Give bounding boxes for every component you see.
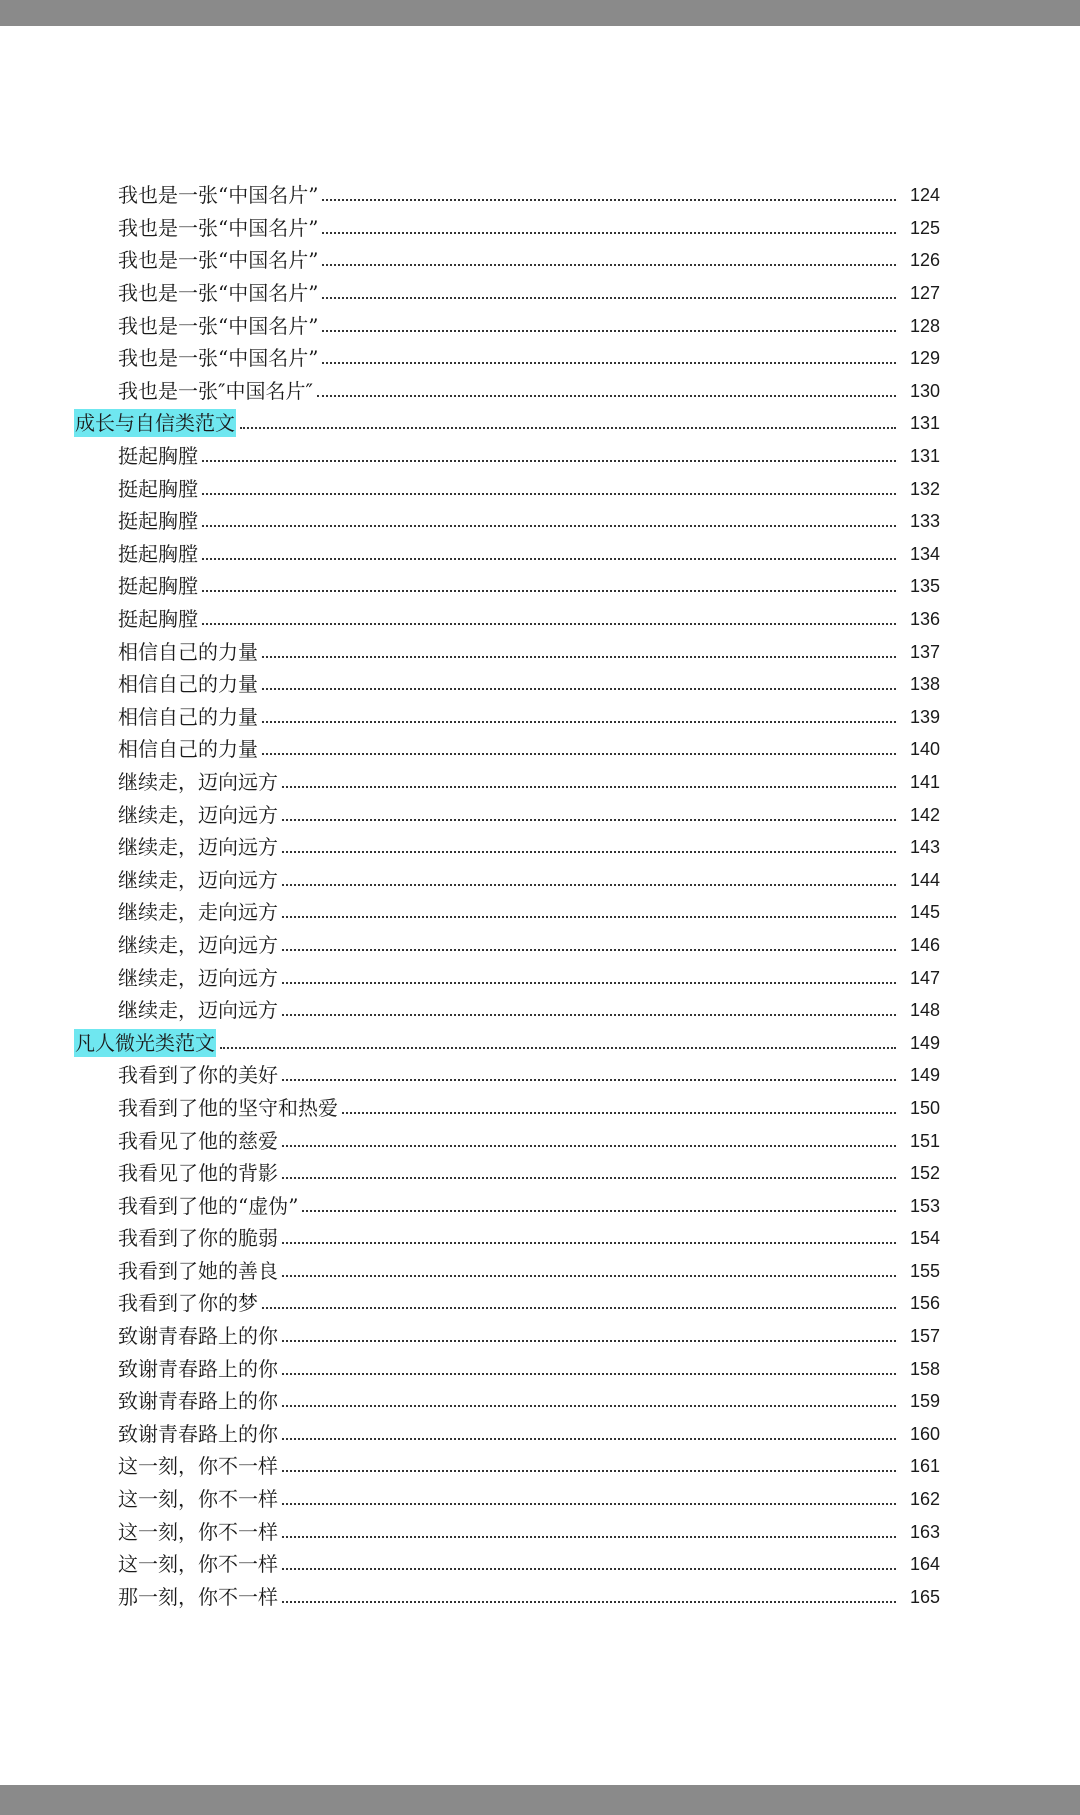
toc-entry-title: 挺起胸膛 <box>118 574 198 599</box>
dot-leader <box>317 395 896 397</box>
toc-entry-title: 我也是一张“中国名片” <box>118 281 319 306</box>
toc-entry[interactable] <box>0 701 1080 734</box>
toc-entry[interactable] <box>0 1385 1080 1418</box>
toc-entry[interactable] <box>0 1581 1080 1614</box>
toc-entry-title: 继续走，迈向远方 <box>118 802 278 827</box>
toc-entry-title: 继续走，迈向远方 <box>118 932 278 957</box>
toc-page-number: 139 <box>909 706 940 727</box>
toc-entry-title: 我看见了他的慈爱 <box>118 1128 278 1153</box>
dot-leader <box>282 1503 896 1505</box>
dot-leader <box>202 525 896 527</box>
toc-page-number: 127 <box>909 283 940 304</box>
toc-entry[interactable] <box>0 440 1080 473</box>
viewer-bottom-bar <box>0 1785 1080 1815</box>
viewer-top-bar <box>0 0 1080 26</box>
toc-entry[interactable] <box>0 1483 1080 1516</box>
toc-page-number: 136 <box>909 609 940 630</box>
toc-entry[interactable] <box>0 635 1080 668</box>
toc-page-number: 134 <box>909 543 940 564</box>
dot-leader <box>282 1145 896 1147</box>
toc-page-number: 125 <box>909 217 940 238</box>
toc-entry[interactable] <box>0 244 1080 277</box>
toc-entry[interactable] <box>0 212 1080 245</box>
toc-entry[interactable] <box>0 505 1080 538</box>
toc-entry-title: 致谢青春路上的你 <box>118 1421 278 1446</box>
toc-entry[interactable] <box>0 1189 1080 1222</box>
toc-page-number: 158 <box>909 1358 940 1379</box>
toc-entry-title: 继续走，迈向远方 <box>118 998 278 1023</box>
toc-entry[interactable] <box>0 179 1080 212</box>
toc-page-number: 152 <box>909 1163 940 1184</box>
toc-entry[interactable] <box>0 603 1080 636</box>
toc-page-number: 149 <box>909 1032 940 1053</box>
toc-entry-title: 我看到了你的脆弱 <box>118 1226 278 1251</box>
toc-page-number: 156 <box>909 1293 940 1314</box>
toc-entry-title: 相信自己的力量 <box>118 672 258 697</box>
toc-entry[interactable] <box>0 570 1080 603</box>
toc-entry[interactable] <box>0 1287 1080 1320</box>
toc-entry-title: 挺起胸膛 <box>118 541 198 566</box>
dot-leader <box>282 1470 896 1472</box>
toc-entry-title: 挺起胸膛 <box>118 476 198 501</box>
dot-leader <box>282 1405 896 1407</box>
dot-leader <box>220 1047 896 1049</box>
toc-entry-title: 这一刻，你不一样 <box>118 1552 278 1577</box>
table-of-contents <box>0 179 1080 1613</box>
dot-leader <box>282 1014 896 1016</box>
toc-section-title: 成长与自信类范文 <box>75 411 235 436</box>
dot-leader <box>262 721 896 723</box>
dot-leader <box>322 362 896 364</box>
dot-leader <box>282 1242 896 1244</box>
toc-entry-title: 挺起胸膛 <box>118 607 198 632</box>
dot-leader <box>240 427 896 429</box>
dot-leader <box>202 590 896 592</box>
toc-entry[interactable] <box>0 1515 1080 1548</box>
dot-leader <box>282 949 896 951</box>
toc-entry[interactable] <box>0 1157 1080 1190</box>
toc-entry[interactable] <box>0 1320 1080 1353</box>
toc-page-number: 133 <box>909 511 940 532</box>
toc-entry-title: 继续走，迈向远方 <box>118 867 278 892</box>
dot-leader <box>282 1079 896 1081</box>
toc-entry[interactable] <box>0 766 1080 799</box>
toc-entry[interactable] <box>0 863 1080 896</box>
toc-page-number: 148 <box>909 1000 940 1021</box>
toc-page-number: 164 <box>909 1554 940 1575</box>
toc-entry[interactable] <box>0 961 1080 994</box>
toc-entry[interactable] <box>0 1059 1080 1092</box>
toc-page-number: 146 <box>909 934 940 955</box>
dot-leader <box>282 916 896 918</box>
toc-entry-title: 这一刻，你不一样 <box>118 1519 278 1544</box>
toc-page-number: 130 <box>909 380 940 401</box>
toc-page-number: 135 <box>909 576 940 597</box>
toc-page-number: 128 <box>909 315 940 336</box>
toc-entry[interactable] <box>0 1255 1080 1288</box>
toc-entry[interactable] <box>0 668 1080 701</box>
toc-page-number: 155 <box>909 1260 940 1281</box>
toc-entry-title: 继续走，走向远方 <box>118 900 278 925</box>
toc-entry[interactable] <box>0 1222 1080 1255</box>
toc-entry-title: 我也是一张″中国名片″ <box>118 378 313 403</box>
toc-entry-title: 相信自己的力量 <box>118 737 258 762</box>
toc-page-number: 147 <box>909 967 940 988</box>
dot-leader <box>322 297 896 299</box>
dot-leader <box>262 656 896 658</box>
toc-page-number: 126 <box>909 250 940 271</box>
dot-leader <box>282 1568 896 1570</box>
toc-entry-title: 致谢青春路上的你 <box>118 1324 278 1349</box>
dot-leader <box>282 1340 896 1342</box>
toc-entry-title: 相信自己的力量 <box>118 639 258 664</box>
toc-page-number: 137 <box>909 641 940 662</box>
toc-entry-title: 我看见了他的背影 <box>118 1161 278 1186</box>
toc-page-number: 151 <box>909 1130 940 1151</box>
toc-page-number: 132 <box>909 478 940 499</box>
toc-entry[interactable] <box>0 733 1080 766</box>
toc-entry-title: 挺起胸膛 <box>118 444 198 469</box>
toc-page-number: 138 <box>909 674 940 695</box>
toc-page-number: 163 <box>909 1521 940 1542</box>
toc-page-number: 159 <box>909 1391 940 1412</box>
dot-leader <box>202 623 896 625</box>
toc-entry[interactable] <box>0 929 1080 962</box>
toc-page-number: 144 <box>909 869 940 890</box>
toc-entry[interactable] <box>0 994 1080 1027</box>
toc-entry[interactable] <box>0 1092 1080 1125</box>
toc-page-number: 162 <box>909 1489 940 1510</box>
toc-entry-title: 致谢青春路上的你 <box>118 1356 278 1381</box>
toc-page-number: 161 <box>909 1456 940 1477</box>
toc-entry-title: 我看到了你的美好 <box>118 1063 278 1088</box>
dot-leader <box>282 1373 896 1375</box>
dot-leader <box>202 460 896 462</box>
toc-entry-title: 相信自己的力量 <box>118 704 258 729</box>
toc-page-number: 131 <box>909 413 940 434</box>
toc-entry[interactable] <box>0 342 1080 375</box>
dot-leader <box>282 786 896 788</box>
toc-entry[interactable] <box>0 1352 1080 1385</box>
toc-page-number: 143 <box>909 837 940 858</box>
toc-page-number: 157 <box>909 1326 940 1347</box>
toc-page-number: 145 <box>909 902 940 923</box>
dot-leader <box>302 1210 896 1212</box>
toc-section-heading[interactable] <box>0 1026 1080 1059</box>
toc-page-number: 124 <box>909 185 940 206</box>
toc-entry-title: 我也是一张“中国名片” <box>118 183 319 208</box>
toc-entry[interactable] <box>0 277 1080 310</box>
toc-entry[interactable] <box>0 1124 1080 1157</box>
toc-entry[interactable] <box>0 798 1080 831</box>
toc-section-title: 凡人微光类范文 <box>75 1030 215 1055</box>
toc-entry-title: 我看到了他的坚守和热爱 <box>118 1095 338 1120</box>
toc-entry-title: 这一刻，你不一样 <box>118 1487 278 1512</box>
toc-entry-title: 我也是一张“中国名片” <box>118 248 319 273</box>
dot-leader <box>282 1601 896 1603</box>
toc-page-number: 150 <box>909 1097 940 1118</box>
toc-entry-title: 继续走，迈向远方 <box>118 835 278 860</box>
toc-entry[interactable] <box>0 309 1080 342</box>
toc-entry[interactable] <box>0 896 1080 929</box>
dot-leader <box>322 232 896 234</box>
dot-leader <box>322 330 896 332</box>
dot-leader <box>202 558 896 560</box>
dot-leader <box>282 1177 896 1179</box>
toc-entry-title: 我看到了你的梦 <box>118 1291 258 1316</box>
dot-leader <box>342 1112 896 1114</box>
toc-page-number: 141 <box>909 771 940 792</box>
toc-entry-title: 那一刻，你不一样 <box>118 1584 278 1609</box>
toc-page-number: 154 <box>909 1228 940 1249</box>
toc-page-number: 140 <box>909 739 940 760</box>
dot-leader <box>282 819 896 821</box>
toc-entry[interactable] <box>0 1418 1080 1451</box>
toc-entry-title: 继续走，迈向远方 <box>118 769 278 794</box>
dot-leader <box>282 1536 896 1538</box>
toc-entry[interactable] <box>0 1548 1080 1581</box>
toc-entry-title: 我也是一张“中国名片” <box>118 313 319 338</box>
toc-page-number: 160 <box>909 1423 940 1444</box>
toc-entry[interactable] <box>0 375 1080 408</box>
toc-page-number: 149 <box>909 1065 940 1086</box>
dot-leader <box>282 1438 896 1440</box>
toc-entry-title: 我也是一张“中国名片” <box>118 215 319 240</box>
toc-entry-title: 我看到了她的善良 <box>118 1258 278 1283</box>
toc-entry-title: 挺起胸膛 <box>118 509 198 534</box>
dot-leader <box>322 264 896 266</box>
dot-leader <box>202 493 896 495</box>
dot-leader <box>262 753 896 755</box>
toc-entry[interactable] <box>0 472 1080 505</box>
toc-entry-title: 我也是一张“中国名片” <box>118 346 319 371</box>
dot-leader <box>282 1275 896 1277</box>
dot-leader <box>322 199 896 201</box>
toc-entry-title: 致谢青春路上的你 <box>118 1389 278 1414</box>
toc-page-number: 129 <box>909 348 940 369</box>
dot-leader <box>282 884 896 886</box>
toc-page-number: 142 <box>909 804 940 825</box>
toc-entry-title: 我看到了他的“虚伪” <box>118 1193 299 1218</box>
toc-entry[interactable] <box>0 538 1080 571</box>
toc-entry[interactable] <box>0 831 1080 864</box>
dot-leader <box>262 688 896 690</box>
toc-entry-title: 继续走，迈向远方 <box>118 965 278 990</box>
toc-section-heading[interactable] <box>0 407 1080 440</box>
toc-entry-title: 这一刻，你不一样 <box>118 1454 278 1479</box>
toc-page-number: 165 <box>909 1586 940 1607</box>
toc-page-number: 131 <box>909 446 940 467</box>
toc-entry[interactable] <box>0 1450 1080 1483</box>
dot-leader <box>282 851 896 853</box>
dot-leader <box>262 1307 896 1309</box>
toc-page-number: 153 <box>909 1195 940 1216</box>
dot-leader <box>282 982 896 984</box>
